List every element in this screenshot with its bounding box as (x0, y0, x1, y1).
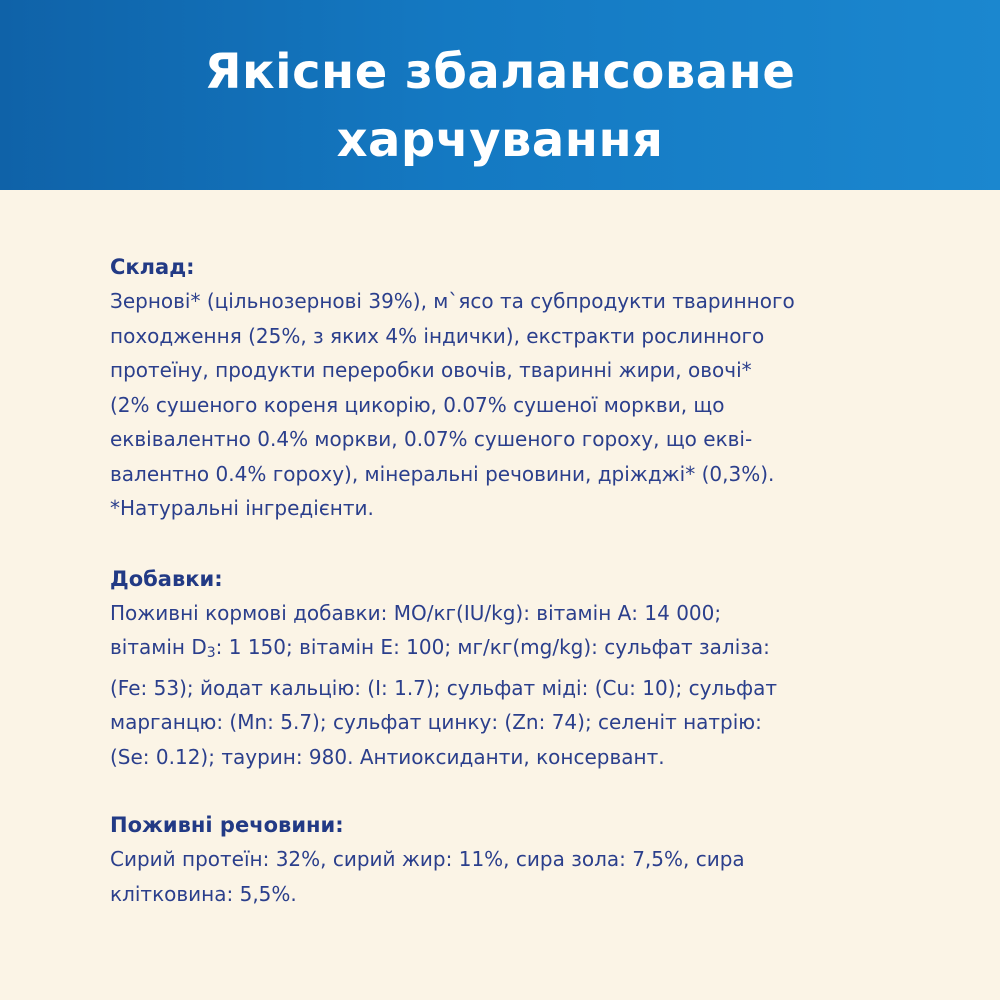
content-area (110, 250, 890, 911)
additives-heading: Добавки: (110, 566, 223, 591)
additives-line-1: Поживні кормові добавки: МО/кг(IU/kg): вітамін А: 14 000; (110, 600, 722, 625)
additives-line-2-subscript: 3 (206, 645, 216, 661)
composition-text: Зернові* (цільнозернові 39%), м`ясо та субпродукти тваринного походження (25%, з яких 4% індички), екстракти рослинного протеїну, продукти переробки овочів, тваринні жири, овочі* (2% сушеного кореня цикорію, 0.07% сушеної моркви, що еквівалентно 0.4% моркви, 0.07% сушеного гороху, що екві- валентно 0.4% гороху), мінеральні речовини, дріжджі* (0,3%). *Натуральні інгредієнти. (110, 289, 795, 520)
banner-title: Якісне збалансоване харчування (204, 44, 796, 168)
composition-heading: Склад: (110, 255, 195, 279)
additives-section (110, 562, 890, 775)
nutrients-heading: Поживні речовини: (110, 813, 344, 837)
additives-line-2-prefix: вітамін D (110, 635, 207, 659)
additives-line-2-suffix: : 1 150; вітамін Е: 100; мг/кг(mg/kg): сульфат заліза: (215, 635, 770, 659)
composition-section (110, 250, 890, 526)
additives-rest: (Fe: 53); йодат кальцію: (I: 1.7); сульфат міді: (Cu: 10); сульфат марганцю: (Mn: 5.7); сульфат цинку: (Zn: 74); селеніт натрію: (Se: 0.12); таурин: 980. Антиоксиданти, консервант. (110, 675, 777, 769)
header-banner (0, 0, 1000, 190)
nutrients-section (110, 808, 890, 911)
additives-text (110, 596, 890, 775)
nutrients-text: Сирий протеїн: 32%, сирий жир: 11%, сира зола: 7,5%, сира клітковина: 5,5%. (110, 847, 745, 906)
